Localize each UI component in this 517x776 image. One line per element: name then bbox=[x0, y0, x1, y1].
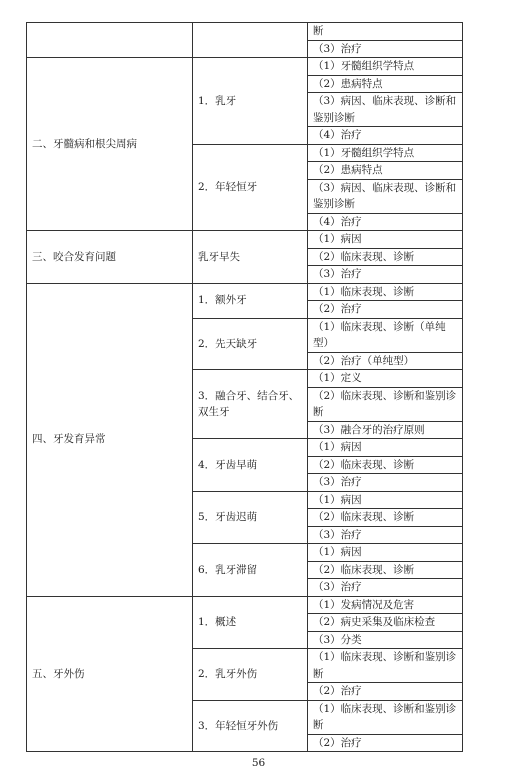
topic-cell bbox=[308, 213, 463, 231]
topic-cell bbox=[308, 596, 463, 614]
topic-cell bbox=[308, 456, 463, 474]
topic-cell bbox=[308, 283, 463, 301]
topic-cell-text: （2）临床表现、诊断 bbox=[313, 563, 415, 576]
topic-cell-text: （4）治疗 bbox=[313, 129, 362, 141]
topic-cell-text: 断 bbox=[313, 406, 324, 418]
topic-cell bbox=[308, 23, 463, 41]
unit-cell-text-line2: 双生牙 bbox=[198, 406, 230, 418]
topic-cell bbox=[308, 700, 463, 717]
chapter-cell bbox=[27, 23, 193, 58]
topic-cell bbox=[308, 439, 463, 457]
chapter-cell-text: 五、牙外伤 bbox=[32, 667, 85, 680]
unit-cell bbox=[193, 231, 308, 284]
topic-cell-text: （3）治疗 bbox=[313, 528, 362, 541]
topic-cell bbox=[308, 58, 463, 76]
topic-cell bbox=[308, 93, 463, 110]
topic-cell bbox=[308, 162, 463, 180]
unit-cell-text: 3．年轻恒牙外伤 bbox=[198, 719, 279, 732]
unit-cell-text: 6．乳牙滞留 bbox=[198, 563, 258, 576]
topic-cell-text: （1）病因 bbox=[313, 546, 362, 558]
topic-cell-text: （2）临床表现、诊断和鉴别诊 bbox=[313, 389, 457, 402]
topic-cell bbox=[308, 231, 463, 249]
topic-cell-text: （1）临床表现、诊断和鉴别诊 bbox=[313, 651, 457, 663]
topic-cell-text: 断 bbox=[313, 719, 324, 731]
topic-cell bbox=[308, 352, 463, 370]
topic-cell-text: （3）治疗 bbox=[313, 581, 362, 593]
unit-cell-text: 3．融合牙、结合牙、 bbox=[198, 389, 300, 402]
topic-cell-text: 鉴别诊断 bbox=[313, 198, 355, 210]
unit-cell-text: 2．乳牙外伤 bbox=[198, 668, 258, 680]
unit-cell bbox=[193, 700, 308, 752]
topic-cell bbox=[308, 683, 463, 701]
topic-cell bbox=[308, 318, 463, 352]
topic-cell-text: （1）病因 bbox=[313, 441, 362, 453]
topic-cell-text: （2）病史采集及临床检查 bbox=[313, 616, 436, 628]
topic-cell-text: （2）临床表现、诊断 bbox=[313, 511, 415, 523]
table-row bbox=[27, 283, 463, 301]
unit-cell-text: 乳牙早失 bbox=[198, 250, 240, 263]
topic-cell bbox=[308, 474, 463, 492]
topic-cell-text: （2）治疗 bbox=[313, 736, 362, 749]
topic-cell-text: （2）治疗 bbox=[313, 685, 362, 697]
topic-cell-text: （1）发病情况及危害 bbox=[313, 598, 415, 611]
topic-cell-text: （3）治疗 bbox=[313, 476, 362, 488]
topic-cell-text: （2）患病特点 bbox=[313, 164, 383, 176]
topic-cell bbox=[308, 421, 463, 439]
unit-cell-text: 1．额外牙 bbox=[198, 294, 247, 307]
topic-cell-text: 鉴别诊断 bbox=[313, 111, 355, 124]
chapter-cell-text: 三、咬合发育问题 bbox=[32, 250, 116, 263]
unit-cell-text: 5．牙齿迟萌 bbox=[198, 511, 258, 523]
unit-cell bbox=[193, 318, 308, 370]
topic-cell-text: 断 bbox=[313, 25, 324, 37]
unit-cell-text: 1．乳牙 bbox=[198, 94, 237, 107]
topic-cell bbox=[308, 544, 463, 562]
topic-cell-text: （1）牙髓组织学特点 bbox=[313, 146, 415, 159]
unit-cell bbox=[193, 370, 308, 439]
topic-cell-text: （3）病因、临床表现、诊断和 bbox=[313, 95, 457, 107]
topic-cell bbox=[308, 40, 463, 58]
topic-cell-text: （1）牙髓组织学特点 bbox=[313, 60, 415, 72]
topic-cell-text: （2）治疗 bbox=[313, 303, 362, 315]
topic-cell bbox=[308, 179, 463, 196]
chapter-cell bbox=[27, 231, 193, 284]
unit-cell bbox=[193, 439, 308, 492]
topic-cell bbox=[308, 491, 463, 509]
topic-cell bbox=[308, 127, 463, 145]
topic-cell-text: （1）定义 bbox=[313, 372, 362, 384]
topic-cell bbox=[308, 561, 463, 579]
topic-cell-text: （3）融合牙的治疗原则 bbox=[313, 423, 425, 436]
topic-cell bbox=[308, 526, 463, 544]
unit-cell bbox=[193, 144, 308, 231]
page-number: 56 bbox=[251, 757, 266, 769]
chapter-cell-text: 二、牙髓病和根尖周病 bbox=[32, 137, 137, 150]
unit-cell bbox=[193, 23, 308, 58]
topic-cell-text: （2）治疗（单纯型） bbox=[313, 354, 415, 367]
unit-cell-text: 1．概述 bbox=[198, 616, 237, 628]
topic-cell bbox=[308, 387, 463, 404]
topic-cell bbox=[308, 579, 463, 597]
topic-cell bbox=[308, 666, 463, 683]
topic-cell bbox=[308, 266, 463, 284]
topic-cell-text: （1）病因 bbox=[313, 493, 362, 506]
topic-cell bbox=[308, 509, 463, 527]
topic-cell-text: （3）治疗 bbox=[313, 268, 362, 280]
unit-cell bbox=[193, 649, 308, 701]
topic-cell-text: 断 bbox=[313, 667, 324, 680]
topic-cell-text: （3）治疗 bbox=[313, 42, 362, 55]
topic-cell bbox=[308, 196, 463, 213]
topic-cell bbox=[308, 734, 463, 752]
unit-cell-text: 4．牙齿早萌 bbox=[198, 458, 258, 471]
topic-cell-text: （2）临床表现、诊断 bbox=[313, 458, 415, 471]
topic-cell-text: （1）临床表现、诊断和鉴别诊 bbox=[313, 702, 457, 715]
topic-cell bbox=[308, 75, 463, 93]
chapter-cell bbox=[27, 283, 193, 596]
chapter-cell bbox=[27, 596, 193, 752]
topic-cell-text: （2）临床表现、诊断 bbox=[313, 250, 415, 263]
unit-cell bbox=[193, 544, 308, 597]
topic-cell-text: （4）治疗 bbox=[313, 215, 362, 228]
topic-cell-text: （1）临床表现、诊断 bbox=[313, 285, 415, 298]
syllabus-table-body bbox=[27, 23, 463, 752]
unit-cell bbox=[193, 491, 308, 544]
chapter-cell-text: 四、牙发育异常 bbox=[32, 433, 106, 446]
table-row bbox=[27, 596, 463, 614]
unit-cell-text: 2．年轻恒牙 bbox=[198, 181, 258, 193]
topic-cell bbox=[308, 649, 463, 666]
syllabus-table bbox=[26, 22, 463, 752]
topic-cell bbox=[308, 144, 463, 162]
topic-cell-text: （1）病因 bbox=[313, 233, 362, 245]
table-row bbox=[27, 231, 463, 249]
unit-cell-text: 2．先天缺牙 bbox=[198, 337, 258, 350]
topic-cell bbox=[308, 110, 463, 127]
topic-cell-text: （3）病因、临床表现、诊断和 bbox=[313, 181, 457, 194]
topic-cell bbox=[308, 248, 463, 266]
topic-cell bbox=[308, 370, 463, 388]
unit-cell bbox=[193, 596, 308, 649]
chapter-cell bbox=[27, 58, 193, 231]
table-row bbox=[27, 23, 463, 41]
topic-cell bbox=[308, 301, 463, 319]
table-row bbox=[27, 58, 463, 76]
unit-cell bbox=[193, 283, 308, 318]
topic-cell bbox=[308, 717, 463, 734]
topic-cell bbox=[308, 404, 463, 421]
unit-cell bbox=[193, 58, 308, 145]
topic-cell bbox=[308, 631, 463, 649]
topic-cell bbox=[308, 614, 463, 632]
topic-cell-text: （3）分类 bbox=[313, 633, 362, 646]
topic-cell-text: （1）临床表现、诊断（单纯型） bbox=[313, 320, 446, 349]
topic-cell-text: （2）患病特点 bbox=[313, 77, 383, 90]
